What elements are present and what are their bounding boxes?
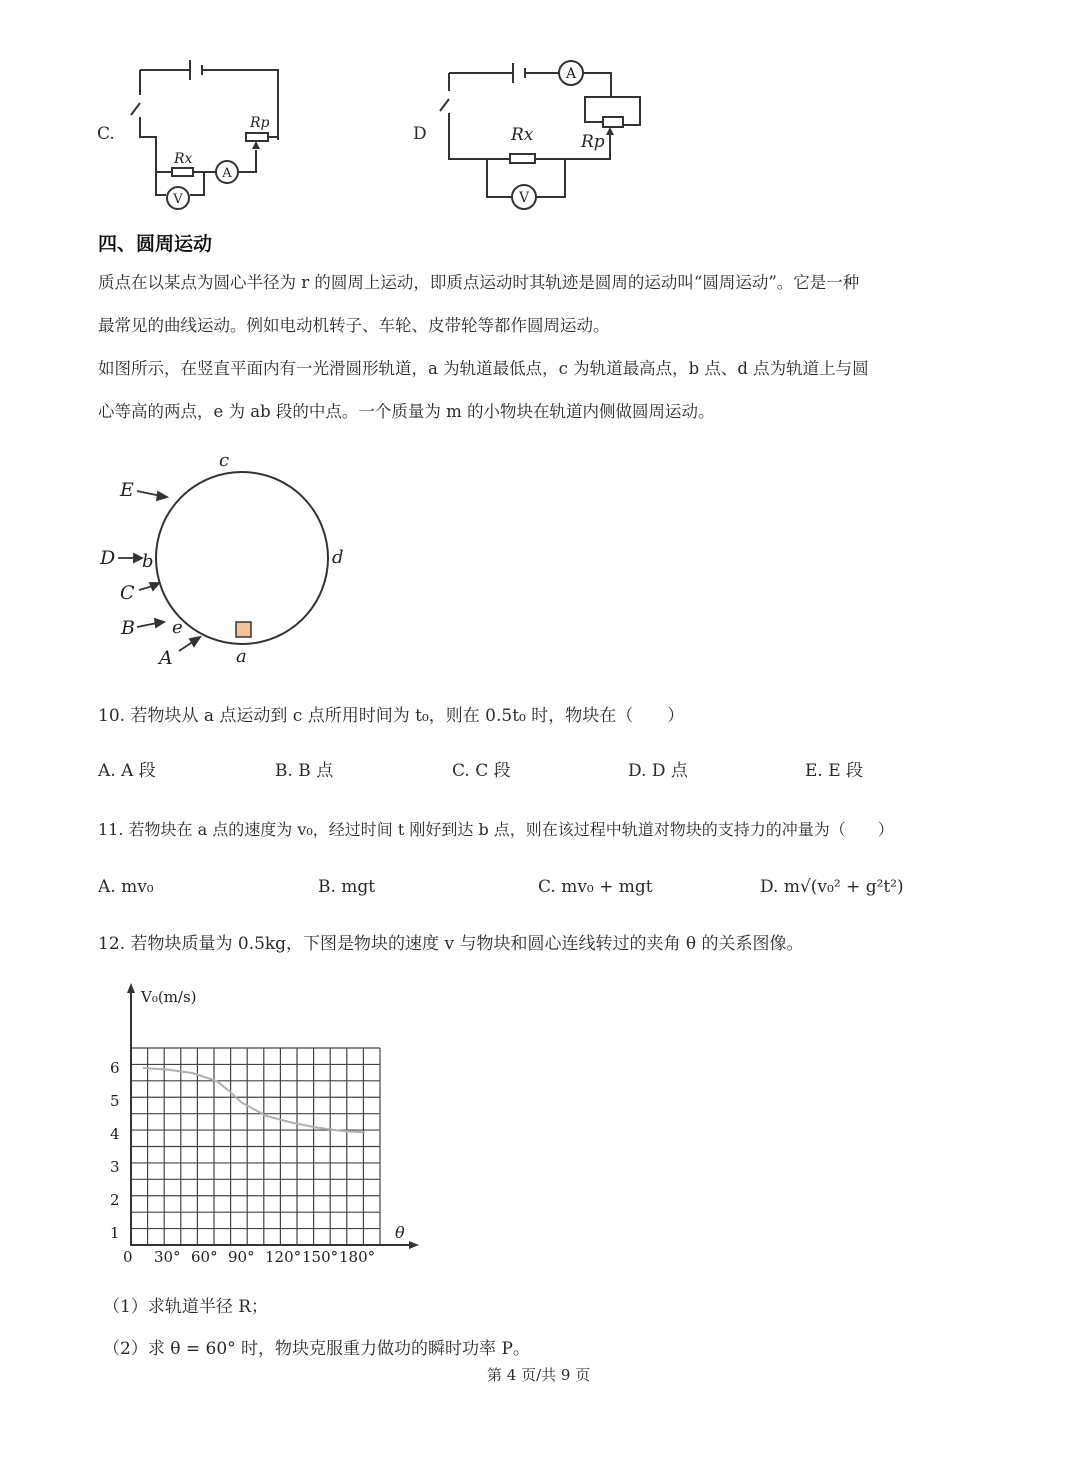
- svg-text:Rx: Rx: [174, 151, 193, 167]
- svg-text:B: B: [121, 617, 135, 639]
- svg-text:Rx: Rx: [511, 125, 534, 145]
- svg-text:D: D: [100, 547, 116, 569]
- q11-option-c[interactable]: C. mv₀ + mgt: [538, 877, 653, 897]
- q12-text: 12. 若物块质量为 0.5kg，下图是物块的速度 v 与物块和圆心连线转过的夹角 θ 的关系图像。: [98, 934, 804, 954]
- svg-text:V: V: [173, 192, 183, 207]
- svg-text:b: b: [142, 551, 154, 572]
- section-para1-line2: 最常见的曲线运动。例如电动机转子、车轮、皮带轮等都作圆周运动。: [98, 316, 610, 335]
- svg-text:A: A: [565, 66, 577, 82]
- y-tick-label: 1: [110, 1224, 120, 1242]
- q10-option-c[interactable]: C. C 段: [452, 761, 511, 781]
- svg-text:d: d: [332, 547, 344, 568]
- velocity-curve: [143, 1068, 365, 1132]
- circuit-d-label: D: [413, 124, 427, 144]
- y-tick-label: 5: [110, 1092, 120, 1110]
- section-heading: 四、圆周运动: [98, 233, 213, 255]
- x-tick-label: 0: [123, 1248, 133, 1266]
- x-tick-label: 120°: [265, 1248, 302, 1266]
- svg-text:E: E: [120, 479, 134, 501]
- svg-text:c: c: [219, 450, 230, 471]
- svg-text:Rp: Rp: [250, 115, 270, 131]
- section-para2-line2: 心等高的两点，e 为 ab 段的中点。一个质量为 m 的小物块在轨道内侧做圆周运动。: [98, 402, 715, 421]
- y-tick-label: 2: [110, 1191, 120, 1209]
- y-tick-label: 6: [110, 1059, 120, 1077]
- q10-option-a[interactable]: A. A 段: [98, 761, 156, 781]
- q10-option-e[interactable]: E. E 段: [805, 761, 864, 781]
- svg-text:A: A: [222, 166, 232, 181]
- circuit-c-label: C.: [97, 124, 115, 144]
- q11-option-b[interactable]: B. mgt: [318, 877, 376, 897]
- svg-text:Rp: Rp: [581, 132, 605, 152]
- y-axis-label: V₀(m/s): [141, 988, 197, 1006]
- page-footer: 第 4 页/共 9 页: [487, 1366, 591, 1384]
- q12-sub2: （2）求 θ = 60° 时，物块克服重力做功的瞬时功率 P。: [103, 1339, 530, 1359]
- chart-grid: [131, 1048, 380, 1245]
- svg-text:e: e: [172, 617, 183, 638]
- block: [236, 622, 251, 637]
- section-para1-line1: 质点在以某点为圆心半径为 r 的圆周上运动，即质点运动时其轨迹是圆周的运动叫“圆周运动”。它是一种: [98, 273, 860, 292]
- q11-text: 11. 若物块在 a 点的速度为 v₀，经过时间 t 刚好到达 b 点，则在该过程中轨道对物块的支持力的冲量为（ ）: [98, 820, 894, 839]
- circuit-d-diagram: [435, 55, 650, 215]
- section-para2-line1: 如图所示，在竖直平面内有一光滑圆形轨道，a 为轨道最低点，c 为轨道最高点，b 点、d 点为轨道上与圆: [98, 359, 869, 378]
- y-tick-label: 4: [110, 1125, 120, 1143]
- x-axis-arrow: [409, 1241, 419, 1249]
- q10-option-d[interactable]: D. D 点: [628, 761, 688, 781]
- y-tick-label: 3: [110, 1158, 120, 1176]
- svg-text:C: C: [120, 582, 135, 604]
- x-tick-label: 60°: [191, 1248, 218, 1266]
- svg-text:a: a: [236, 646, 247, 667]
- circle-track-diagram: [95, 448, 365, 673]
- q10-text: 10. 若物块从 a 点运动到 c 点所用时间为 t₀，则在 0.5t₀ 时，物块在（ ）: [98, 706, 685, 726]
- velocity-angle-chart: [95, 980, 435, 1270]
- x-tick-label: 30°: [154, 1248, 181, 1266]
- circuit-c-diagram: [120, 55, 300, 215]
- x-tick-label: 180°: [339, 1248, 376, 1266]
- q12-sub1: （1）求轨道半径 R；: [103, 1297, 269, 1317]
- q11-option-d[interactable]: D. m√(v₀² + g²t²): [760, 877, 904, 897]
- x-tick-label: 90°: [228, 1248, 255, 1266]
- y-axis-arrow: [127, 983, 135, 993]
- q11-option-a[interactable]: A. mv₀: [98, 877, 154, 897]
- svg-text:A: A: [159, 647, 173, 669]
- svg-text:V: V: [518, 190, 530, 206]
- x-axis-label: θ: [395, 1223, 405, 1242]
- x-tick-label: 150°: [302, 1248, 339, 1266]
- q10-option-b[interactable]: B. B 点: [275, 761, 334, 781]
